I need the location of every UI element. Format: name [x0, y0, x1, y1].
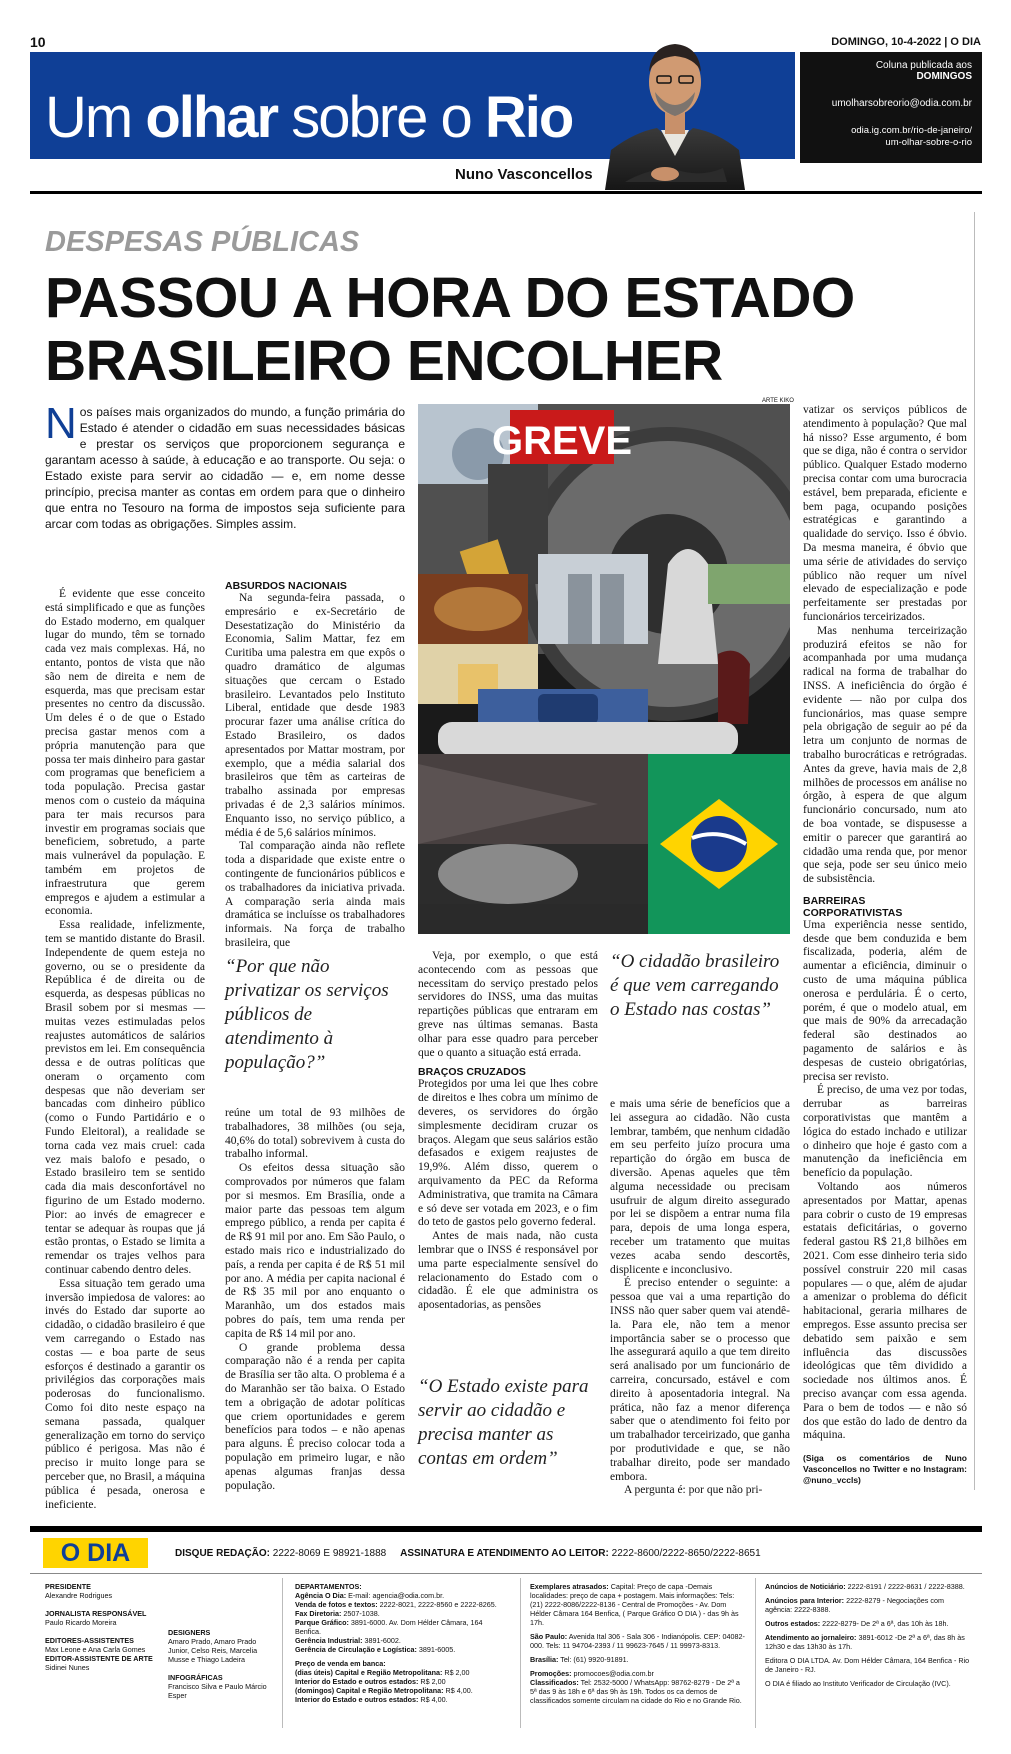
pull-quote-4: “O cidadão brasileiro é que vem carregando o Estado nas costas”: [610, 951, 780, 1020]
page-number: 10: [30, 34, 46, 50]
paragraph: O grande problema dessa comparação não é a renda per capita de Brasília ser tão alta. O problema é a do Maranhão ser tão baixa. O Estado tem a obrigação de adotar políticas que criem oportunidades e gerem benefícios para todos – e não apenas para alguns. É preciso colocar toda a população em primeiro lugar, e não apenas algumas franjas dessa população.: [225, 1341, 405, 1492]
info-url-1[interactable]: odia.ig.com.br/rio-de-janeiro/: [851, 125, 972, 136]
footer-thin-rule: [30, 1573, 982, 1574]
footer-separator: [282, 1578, 283, 1728]
footer-anuncios: [765, 1582, 970, 1688]
footer-phones: DISQUE REDAÇÃO: 2222-8069 E 98921-1888 ASSINATURA E ATENDIMENTO AO LEITOR: 2222-8600/2222-8650/2222-8651: [175, 1548, 761, 1559]
footer-line: Interior do Estado e outros estados: R$ 4,00.: [295, 1695, 448, 1704]
body-column-4: [610, 1098, 790, 1498]
body-column-1: [45, 588, 205, 1512]
headline: PASSOU A HORA DO ESTADO BRASILEIRO ENCOLHER: [45, 266, 855, 393]
pull-quote-3: “O Estado existe para servir ao cidadão e precisa manter as contas em ordem”: [418, 1376, 589, 1469]
footer-line: São Paulo: Avenida Ital 306 - Sala 306 - Indianópolis. CEP: 04082-000. Tels: 11 94704-2393 / 11 99623-7645 / 11 99973-8313.: [530, 1632, 745, 1650]
dateline: DOMINGO, 10-4-2022 | O DIA: [831, 36, 981, 48]
footer-line: Gerência Industrial: 3891-6002.: [295, 1636, 401, 1645]
footer-line: Agência O Dia: E-mail: agencia@odia.com.br.: [295, 1591, 445, 1600]
footer-line: Gerência de Circulação e Logística: 3891-6005.: [295, 1645, 456, 1654]
footer-line: DEPARTAMENTOS:: [295, 1582, 362, 1591]
paragraph: reúne um total de 93 milhões de trabalhadores, 38 milhões (ou seja, 40,6% do total) sobrevivem à custa do trabalho informal.: [225, 1107, 405, 1161]
footer-separator: [520, 1578, 521, 1728]
greve-text: GREVE: [491, 419, 633, 463]
footer-line: Editora O DIA LTDA. Av. Dom Hélder Câmara, 164 Benfica - Rio de Janeiro - RJ.: [765, 1656, 970, 1674]
drop-cap: N: [45, 399, 77, 448]
paragraph: A pergunta é: por que não pri-: [624, 1484, 763, 1497]
info-url-2[interactable]: um-olhar-sobre-o-rio: [885, 137, 972, 148]
info-email[interactable]: umolharsobreorio@odia.com.br: [831, 98, 972, 109]
footer-line: (domingos) Capital e Região Metropolitana: R$ 4,00.: [295, 1686, 473, 1695]
paragraph: e mais uma série de benefícios que a lei assegura ao cidadão. Não custa lembrar, também, que nenhum cidadão em seu perfeito juízo procura uma repartição do órgão em busca de diversão. Apenas aqueles que têm alguma necessidade ou precisam usufruir de algum direito assegurado por lei se dispõem a entrar numa fila para, depois de uma longa espera, receber um tratamento que muitas vezes acaba sendo descortês, displicente e inconclusivo.: [610, 1098, 790, 1276]
paragraph: Veja, por exemplo, o que está acontecendo com as pessoas que necessitam do serviço prestado pelos servidores do INSS, uma das muitas repartições públicas que entraram em greve nas últimas semanas. Basta olhar para esse quadro para perceber que o quanto a situação está errada.: [418, 950, 598, 1059]
paragraph: Uma experiência nesse sentido, desde que bem conduzida e bem fiscalizada, poderia, além de aumentar a eficiência, diminuir o custo de uma máquina pública onerosa e perdulária. É o certo, porém, é que o modelo atual, em que mais de 90% da arrecadação federal são destinados ao pagamento de salários e às despesas de custeio obrigatórias, precisa ser revisto.: [803, 918, 967, 1083]
info-days: DOMINGOS: [916, 71, 972, 82]
footer-line: Anúncios para Interior: 2222-8279 - Negociações com agência: 2222-8388.: [765, 1596, 944, 1614]
body-column-2-bottom: [225, 1107, 405, 1493]
footer-designers: DESIGNERS Amaro Prado, Amaro Prado Junior, Celso Reis, Marcelia Musse e Thiago Ladeira INFOGRÁFICAS Francisco Silva e Paulo Márcio Esper: [168, 1628, 267, 1700]
collage-illustration: [418, 404, 790, 934]
subheading-bracos: BRAÇOS CRUZADOS: [418, 1066, 526, 1079]
footer-line: Classificados: Tel: 2532-5000 / WhatsApp: 98762-8279 - De 2ª a 5ª das 9 às 18h e 6ª das 9h às 19h. Todos os ca demos de classificados somente circulam na cidade do Rio e no Grande Rio.: [530, 1678, 742, 1705]
author-name: Nuno Vasconcellos: [455, 166, 593, 183]
header-rule: [30, 191, 982, 194]
subheading-barreiras: BARREIRAS CORPORATIVISTAS: [803, 894, 903, 919]
illustration-credit: ARTE KIKO: [762, 398, 794, 404]
footer-line: Interior do Estado e outros estados: R$ 2,00: [295, 1677, 446, 1686]
footer-line: O DIA é filiado ao Instituto Verificador de Circulação (IVC).: [765, 1679, 951, 1688]
footer-line: Brasília: Tel: (61) 9920-91891.: [530, 1655, 629, 1664]
info-published: Coluna publicada aos: [875, 60, 972, 71]
odia-logo: O DIA: [43, 1538, 148, 1568]
paragraph: Essa situação tem gerado uma inversão impiedosa de valores: ao invés do Estado dar suporte ao cidadão, o cidadão brasileiro é que vem carregando o Estado nas costas — e boa parte de seus esforços é destinado a garantir os privilégios das corporações mais poderosas do funcionalismo. Como foi dito neste espaço na semana passada, qualquer generalização em torno do serviço público é perigosa. Mas não é preciso ir muito longe para se perceber que, no Brasil, a máquina pública é pesada, onerosa e ineficiente.: [45, 1277, 205, 1511]
footer-line: Atendimento ao jornaleiro: 3891-6012 -De 2ª a 6ª, das 8h às 12h30 e das 13h30 às 17h.: [765, 1633, 965, 1651]
paragraph: Protegidos por uma lei que lhes cobre de direitos e lhes cobra um mínimo de deveres, os servidores do órgão simplesmente decidiram cruzar os braços. Alegam que seus salários estão defasados e exigem reajustes de 19,9%. Além disso, querem o arquivamento da PEC da Reforma Administrativa, que tramita na Câmara e só deve ser votada em 2023, e o fim do teto de gastos pelo governo federal.: [418, 1078, 598, 1229]
paragraph: vatizar os serviços públicos de atendimento à população? Que mal há nisso? Esse argumento, é bom que se diga, não é contra o servidor público. Qualquer Estado moderno precisa contar com uma burocracia estável, bem preparada, eficiente e bem paga, ocupando posições estratégicas e garantindo a qualidade do serviço. Isso é óbvio. Da mesma maneira, é óbvio que uma série de atividades do serviço público não requer um nível elevado de especialização e pode perfeitamente ser prestadas por funcionários terceirizados.: [803, 404, 967, 623]
footer-line: Exemplares atrasados: Capital: Preço de capa -Demais localidades: preço de capa + postagem. Mais informações: Tels: (21) 2222-8086/2222-8136 - Central de Promoções - Av. Dom Hélder Câmara 164 Benfica, ( Parque Gráfico O DIA ) - das 9h às 17h.: [530, 1582, 739, 1627]
body-column-3: [418, 950, 598, 1313]
footer-line: Venda de fotos e textos: 2222-8021, 2222-8560 e 2222-8265.: [295, 1600, 497, 1609]
footer-separator: [755, 1578, 756, 1728]
footer-line: Preço de venda em banca:: [295, 1659, 386, 1668]
kicker: DESPESAS PÚBLICAS: [45, 226, 360, 258]
paragraph: Na segunda-feira passada, o empresário e ex-Secretário de Desestatização do Ministério da Economia, Salim Mattar, fez em Curitiba uma palestra em que expôs o quadro dramático de algumas situações que cercam o Estado brasileiro. Levantados pelo Instituto Liberal, entidade que desde 1983 procurar fazer uma análise crítica do Estado Brasileiro, os dados apresentados por Mattar mostram, por exemplo, que a média salarial dos brasileiros que têm as carteiras de trabalho assinada por empresas privadas é de 2,3 salários mínimos. Enquanto isso, no serviço público, a média é de 5,6 salários mínimos.: [225, 592, 405, 839]
paragraph: É evidente que esse conceito está simplificado e que as funções do Estado moderno, em qualquer lugar do mundo, têm se tornado cada vez mais complexas. Há, no entanto, pontos de vista que não são nem de direita e nem de esquerda, mas que precisam estar presentes no centro da discussão. Um deles é o de que o Estado precisa gastar menos com a própria manutenção para que possa ter mais dinheiro para gastar com programas que beneficiem a toda população. Precisa gastar menos com o custeio da máquina para ter mais recursos para investir em programas sociais que beneficiem, sobretudo, a parte mais vulnerável da população. E também em projetos de infraestrutura que gerem empregos e ajudem a estimular a economia.: [45, 588, 205, 918]
paragraph: É preciso entender o seguinte: a pessoa que vai a uma repartição do INSS não quer saber quem vai atendê-la. Para ele, não tem a menor importância saber se o processo que lhe assegurará aquilo a que tem direito será analisado por um funcionário de carreira, concursado, estável e com direito à aposentadoria integral. Na prática, não faz a menor diferença saber que o atendimento foi feito por um trabalhador terceirizado, que ganha por produtividade e que, se não trabalhar direito, pode ser mandado embora.: [610, 1277, 790, 1483]
paragraph: É preciso, de uma vez por todas, derrubar as barreiras corporativistas que mantêm a lógica do estado inchado e utilizar o dinheiro que hoje é gasto com a manutenção da ineficiência em benefício da população.: [803, 1084, 967, 1180]
paragraph: Essa realidade, infelizmente, tem se mantido distante do Brasil. Independente de quem esteja no governo, ou se o presidente da República é de direita ou de esquerda, as despesas públicas no Brasil sobem por si mesmas — muitas vezes estimuladas pelos reajustes automáticos de salários previstos em lei. Em consequência dessa e de outras políticas que oneram o orçamento com despesas que não deveriam ser bancadas com dinheiro público (como o Fundo Partidário e o Fundo Eleitoral), a realidade se torna cada vez mais cruel: cada vez mais balofo e pesado, o Estado brasileiro tem se sentido cada dia mais desconfortável no figurino de um Estado moderno. Pior: ao invés de emagrecer e tentar se adequar às roupas que já estão prontas, o Estado se limita a remendar os trajes velhos para continuar cabendo dentro deles.: [45, 919, 205, 1277]
pull-quote-1: “Por que não privatizar os serviços públicos de atendimento à população?”: [225, 956, 389, 1073]
footer-line: Outros estados: 2222-8279- De 2ª a 6ª, das 10h às 18h.: [765, 1619, 949, 1628]
footer-exemplares: [530, 1582, 745, 1705]
paragraph: Antes de mais nada, não custa lembrar que o INSS é responsável por uma parte especialmente sensível do relacionamento do Estado com o cidadão. É ele que administra os aposentadorias, as pensões: [418, 1230, 598, 1312]
right-rule: [974, 212, 975, 1490]
footer-departments: [295, 1582, 510, 1704]
footer-rule: [30, 1526, 982, 1532]
column-info-box: [800, 52, 982, 163]
footer-line: Promoções: promocoes@odia.com.br: [530, 1669, 654, 1678]
footer-line: Fax Diretoria: 2507-1038.: [295, 1609, 380, 1618]
paragraph: Tal comparação ainda não reflete toda a disparidade que existe entre o contingente de funcionários públicos e os trabalhadores da iniciativa privada. A comparação seria ainda mais dramática se incluísse os trabalhadores informais. Na força de trabalho brasileira, que: [225, 840, 405, 949]
column-title: Um olhar sobre o Rio: [45, 85, 573, 150]
author-photo: [605, 32, 745, 190]
signoff: (Siga os comentários de Nuno Vasconcellos no Twitter e no Instagram: @nuno_vccls): [803, 1453, 967, 1486]
lead-paragraph: Nos países mais organizados do mundo, a função primária do Estado é atender o cidadão em suas necessidades básicas e prestar os serviços que proporcionem segurança e garantam acesso à saúde, à educação e ao transporte. Ou seja: o Estado existe para servir ao cidadão — e, em nome desse princípio, precisa manter as contas em ordem para que o dinheiro que entra no Tesouro na forma de impostos seja suficiente para arcar com todas as obrigações. Simples assim.: [45, 399, 405, 531]
body-column-2-top: [225, 578, 405, 951]
footer-line: Parque Gráfico: 3891-6000. Av. Dom Hélder Câmara, 164 Benfica.: [295, 1618, 483, 1636]
paragraph: Voltando aos números apresentados por Mattar, apenas para cobrir o custo de 19 empresas estatais deficitárias, o governo federal gastou R$ 21,8 bilhões em 2021. Com esse dinheiro teria sido possível construir 220 mil casas populares — o que, além de ajudar a amenizar o problema do déficit habitacional, geraria milhares de empregos. Esse assunto precisa ser debatido sem paixão e sem influência das discussões ideológicas que têm dividido a sociedade nos últimos anos. É preciso avançar com essa agenda. Para o bem de todos — e não só dos que estão do lado de dentro da máquina.: [803, 1181, 967, 1442]
paragraph: Os efeitos dessa situação são comprovados por números que falam por si mesmos. Em Brasília, onde a maior parte das pessoas tem algum emprego público, a renda per capita é de R$ 91 mil por ano. Em São Paulo, o estado mais rico e industrializado do país, a renda per capita é de R$ 51 mil por ano. A média per capita nacional é de R$ 35 mil por ano enquanto o Maranhão, um dos estados mais pobres do país, tem uma renda per capita de R$ 14 mil por ano.: [225, 1162, 405, 1340]
footer-line: Anúncios de Noticiário: 2222-8191 / 2222-8631 / 2222-8388.: [765, 1582, 965, 1591]
subheading-absurdos: ABSURDOS NACIONAIS: [225, 580, 347, 592]
footer-staff: PRESIDENTE Alexandre Rodrigues JORNALISTA RESPONSÁVEL Paulo Ricardo Moreira EDITORES-ASSISTENTES Max Leone e Ana Carla Gomes EDITOR-ASSISTENTE DE ARTE Sidinei Nunes: [45, 1582, 153, 1672]
body-column-5: [803, 404, 967, 1486]
paragraph: Mas nenhuma terceirização produzirá efeitos se não for acompanhada por uma mudança radical na forma de trabalhar do INSS. A ineficiência do órgão é evidente — não por culpa dos funcionários, mas quase sempre pela obrigação de seguir ao pé da letra um conjunto de normas de trabalho burocráticas e retrógradas. Antes da greve, havia mais de 2,8 milhões de processos em análise no órgão, à espera de que algum funcionário concursado, num ato de boa vontade, se dispusesse a emitir o parecer que garantirá ao cidadão uma renda que, por menor que seja, pode ser seu único meio de subsistência.: [803, 624, 967, 886]
footer-line: (dias úteis) Capital e Região Metropolitana: R$ 2,00: [295, 1668, 470, 1677]
